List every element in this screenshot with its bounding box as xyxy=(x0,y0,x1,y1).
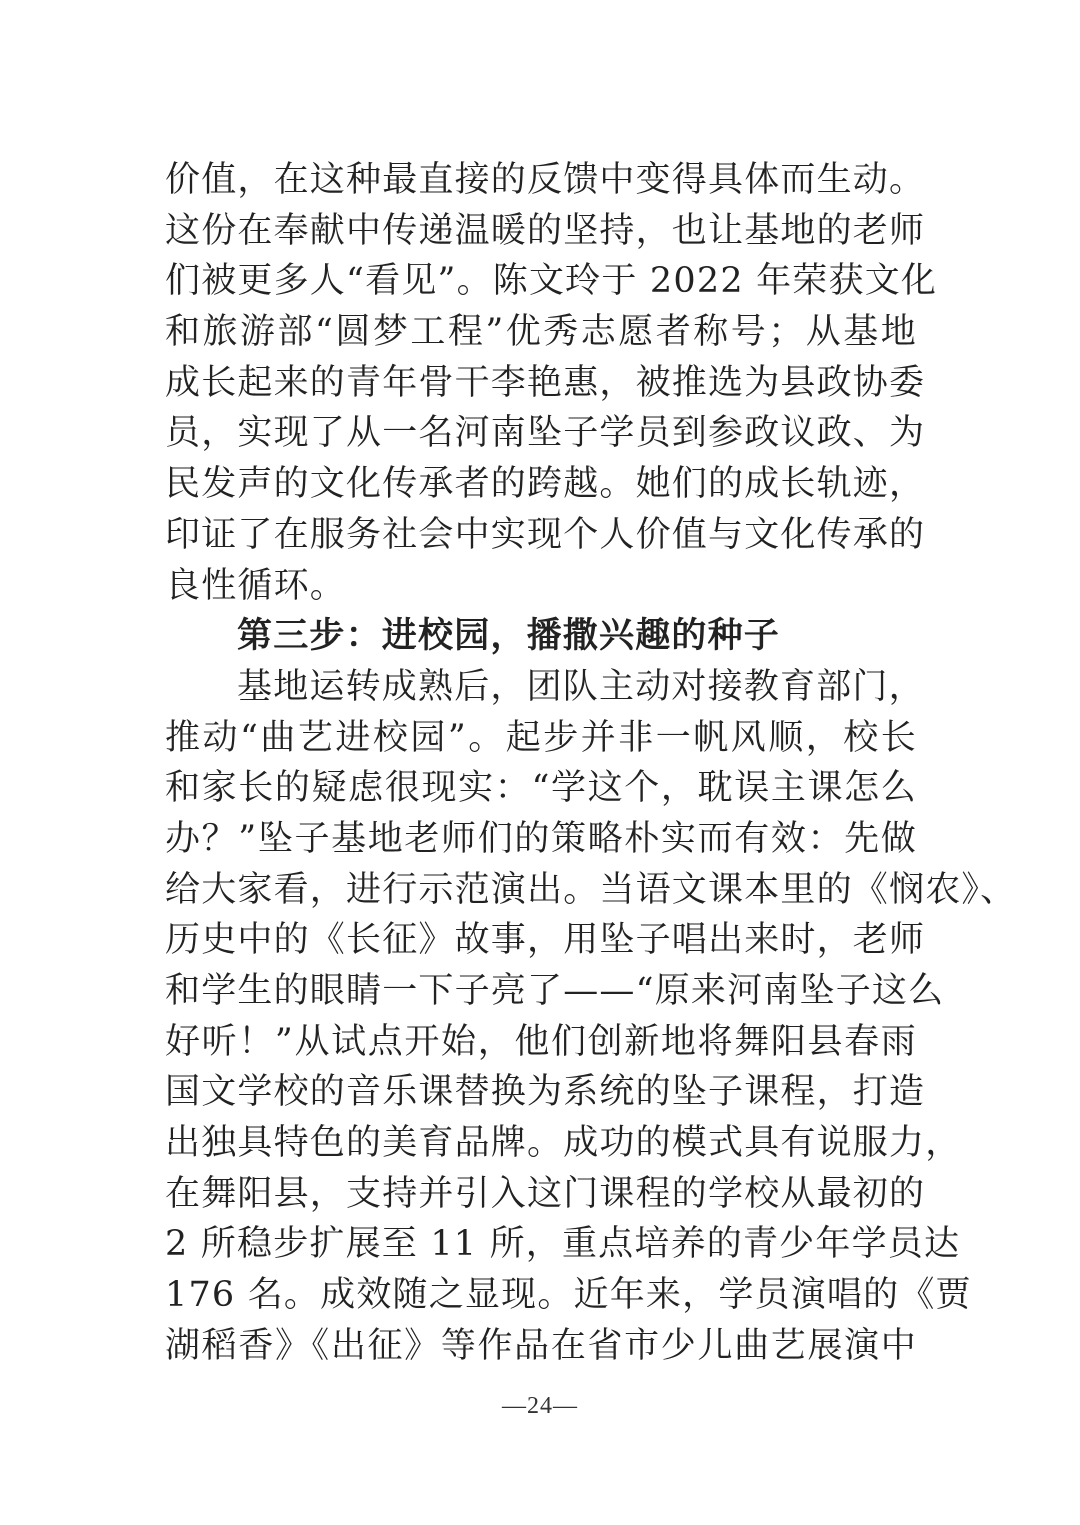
text-line: 员，实现了从一名河南坠子学员到参政议政、为 xyxy=(165,413,926,454)
text-line: 价值，在这种最直接的反馈中变得具体而生动。 xyxy=(165,160,926,200)
text-line: 出独具特色的美育品牌。成功的模式具有说服力， xyxy=(165,1123,962,1164)
text-line: 好听！”从试点开始，他们创新地将舞阳县春雨 xyxy=(165,1021,917,1062)
text-line: 民发声的文化传承者的跨越。她们的成长轨迹， xyxy=(165,464,926,505)
text-line: 办？”坠子基地老师们的策略朴实而有效：先做 xyxy=(165,818,917,859)
text-line: 在舞阳县，支持并引入这门课程的学校从最初的 xyxy=(165,1173,926,1214)
page-number: —24— xyxy=(502,1393,578,1419)
text-line: 和旅游部“圆梦工程”优秀志愿者称号；从基地 xyxy=(165,312,917,353)
document-body xyxy=(165,155,1017,1372)
text-line: 历史中的《长征》故事，用坠子唱出来时，老师 xyxy=(165,920,926,961)
text-line: 们被更多人“看见”。陈文玲于 2022 年荣获文化 xyxy=(165,261,938,302)
text-line: 成长起来的青年骨干李艳惠，被推选为县政协委 xyxy=(165,362,926,403)
text-line: 湖稻香》《出征》等作品在省市少儿曲艺展演中 xyxy=(165,1325,917,1366)
section-heading: 第三步：进校园，播撒兴趣的种子 xyxy=(237,615,781,657)
text-line: 基地运转成熟后，团队主动对接教育部门， xyxy=(237,666,925,707)
text-line: 2 所稳步扩展至 11 所，重点培养的青少年学员达 xyxy=(165,1224,961,1265)
text-line: 国文学校的音乐课替换为系统的坠子课程，打造 xyxy=(165,1072,926,1113)
text-line: 推动“曲艺进校园”。起步并非一帆风顺，校长 xyxy=(165,717,917,758)
text-line: 良性循环。 xyxy=(165,565,347,606)
text-line: 给大家看，进行示范演出。当语文课本里的《悯农》、 xyxy=(165,869,1017,910)
text-line: 和学生的眼睛一下子亮了——“原来河南坠子这么 xyxy=(165,971,945,1011)
text-line: 印证了在服务社会中实现个人价值与文化传承的 xyxy=(165,514,926,555)
text-line: 和家长的疑虑很现实：“学这个，耽误主课怎么 xyxy=(165,768,917,809)
text-line: 176 名。成效随之显现。近年来，学员演唱的《贾 xyxy=(165,1275,972,1316)
text-line: 这份在奉献中传递温暖的坚持，也让基地的老师 xyxy=(165,210,926,251)
